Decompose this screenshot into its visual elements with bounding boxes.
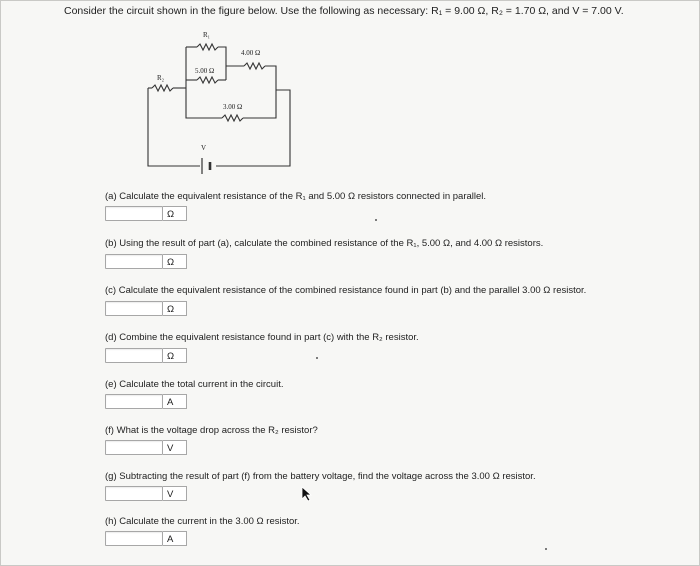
label-r1: R₁ (203, 31, 211, 39)
r-3ohm-resistor (222, 115, 243, 121)
question-f-text: (f) What is the voltage drop across the R₂ resistor? (105, 425, 318, 436)
unit-f: V (163, 440, 187, 455)
unit-h: A (163, 531, 187, 546)
wire-outer-right (216, 90, 290, 166)
label-v: V (201, 144, 207, 152)
question-a-text: (a) Calculate the equivalent resistance of the R₁ and 5.00 Ω resistors connected in parallel. (105, 191, 487, 202)
answer-d-input[interactable] (105, 348, 163, 363)
r2-resistor (152, 85, 173, 91)
problem-statement: Consider the circuit shown in the figure below. Use the following as necessary: R₁ = 9.00 Ω, R₂ = 1.70 Ω, and V = 7.00 V. (64, 5, 624, 17)
answer-b-input[interactable] (105, 254, 163, 269)
r-5ohm-resistor (197, 77, 218, 83)
answer-a-input[interactable] (105, 206, 163, 221)
label-4ohm: 4.00 Ω (241, 49, 261, 57)
wire-4ohm-right (265, 66, 276, 90)
question-h-text: (h) Calculate the current in the 3.00 Ω resistor. (105, 516, 300, 527)
label-3ohm: 3.00 Ω (223, 103, 243, 111)
unit-d: Ω (163, 348, 187, 363)
answer-h-input[interactable] (105, 531, 163, 546)
question-b-text: (b) Using the result of part (a), calculate the combined resistance of the R₁, 5.00 Ω, and 4.00 Ω resistors. (105, 238, 544, 249)
wire-r1-right (218, 47, 226, 80)
wire-3ohm-right (243, 90, 276, 118)
question-g-text: (g) Subtracting the result of part (f) from the battery voltage, find the voltage across the 3.00 Ω resistor. (105, 471, 536, 482)
unit-b: Ω (163, 254, 187, 269)
question-e-text: (e) Calculate the total current in the circuit. (105, 379, 284, 390)
stray-dot (545, 548, 547, 550)
wire-3ohm-left (186, 88, 222, 118)
question-e-answer (105, 393, 187, 410)
unit-a: Ω (163, 206, 187, 221)
unit-e: A (163, 394, 187, 409)
r1-resistor (197, 44, 218, 50)
question-b-answer (105, 253, 187, 270)
circuit-diagram (0, 0, 700, 190)
question-d-text: (d) Combine the equivalent resistance found in part (c) with the R₂ resistor. (105, 332, 419, 343)
question-c-answer (105, 300, 187, 317)
label-5ohm: 5.00 Ω (195, 67, 215, 75)
stray-dot (375, 219, 377, 221)
answer-g-input[interactable] (105, 486, 163, 501)
question-d-answer (105, 347, 187, 364)
question-a-answer (105, 205, 187, 222)
unit-c: Ω (163, 301, 187, 316)
label-r2: R₂ (157, 74, 165, 82)
r-4ohm-resistor (244, 63, 265, 69)
question-h-answer (105, 530, 187, 547)
mouse-cursor-icon (300, 486, 314, 502)
question-c-text: (c) Calculate the equivalent resistance of the combined resistance found in part (b) and the parallel 3.00 Ω resistor. (105, 285, 587, 296)
stray-dot (316, 357, 318, 359)
wire-outer-left (148, 88, 200, 166)
answer-e-input[interactable] (105, 394, 163, 409)
unit-g: V (163, 486, 187, 501)
question-f-answer (105, 439, 187, 456)
question-g-answer (105, 485, 187, 502)
answer-f-input[interactable] (105, 440, 163, 455)
answer-c-input[interactable] (105, 301, 163, 316)
